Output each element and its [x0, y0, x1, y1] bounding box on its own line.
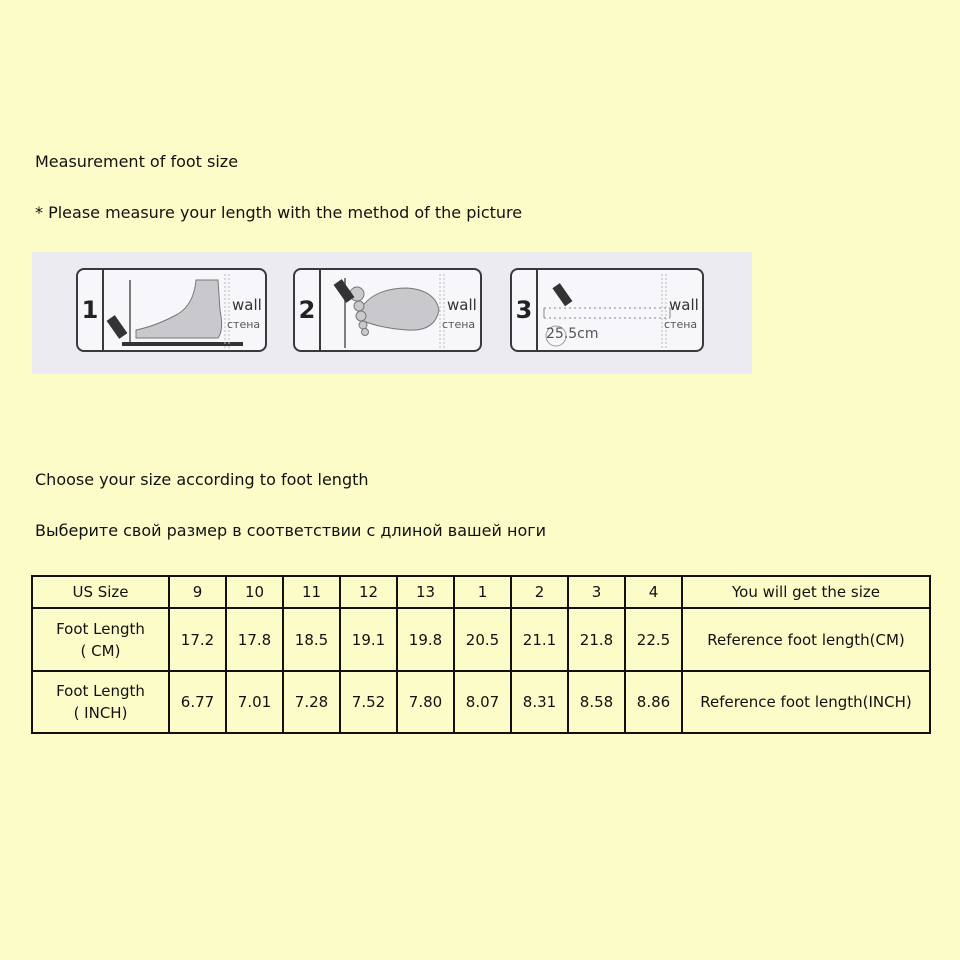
heading-choose-ru: Выберите свой размер в соответствии с длиной вашей ноги	[35, 521, 547, 540]
row-label	[32, 671, 169, 733]
measurement-diagram	[32, 252, 752, 374]
cell: 8.31	[511, 671, 568, 733]
row-foot-length-inch	[32, 671, 930, 733]
cell: 22.5	[625, 608, 682, 670]
cell: 13	[397, 576, 454, 608]
cell: 7.52	[340, 671, 397, 733]
cell: 9	[169, 576, 226, 608]
cell: 2	[511, 576, 568, 608]
row-note: Reference foot length(CM)	[682, 608, 930, 670]
cell: 8.86	[625, 671, 682, 733]
cell: 11	[283, 576, 340, 608]
row-foot-length-cm	[32, 608, 930, 670]
wall-label: wall	[447, 296, 477, 314]
measure-label: 25.5cm	[546, 326, 599, 342]
step-2-panel	[293, 268, 482, 352]
row-label-line1: Foot Length	[56, 619, 145, 638]
wall-label-ru: стена	[664, 318, 698, 331]
row-note: Reference foot length(INCH)	[682, 671, 930, 733]
wall-label: wall	[669, 296, 699, 314]
cell: 1	[454, 576, 511, 608]
row-label	[32, 608, 169, 670]
cell: 12	[340, 576, 397, 608]
cell: 21.8	[568, 608, 625, 670]
cell: 8.58	[568, 671, 625, 733]
cell: 19.1	[340, 608, 397, 670]
row-label-line2: ( INCH)	[73, 703, 128, 722]
instruction-text: * Please measure your length with the method of the picture	[35, 203, 523, 222]
cell: 17.8	[226, 608, 283, 670]
row-label: US Size	[32, 576, 169, 608]
cell: 18.5	[283, 608, 340, 670]
cell: 17.2	[169, 608, 226, 670]
row-note: You will get the size	[682, 576, 930, 608]
wall-label-ru: стена	[227, 318, 261, 331]
step-1-panel	[76, 268, 267, 352]
cell: 3	[568, 576, 625, 608]
row-label-line2: ( CM)	[80, 641, 121, 660]
step-1-number: 1	[78, 270, 104, 350]
cell: 4	[625, 576, 682, 608]
heading-choose-en: Choose your size according to foot length	[35, 470, 369, 489]
row-us-size	[32, 576, 930, 608]
cell: 19.8	[397, 608, 454, 670]
step-2-number: 2	[295, 270, 321, 350]
cell: 7.28	[283, 671, 340, 733]
cell: 20.5	[454, 608, 511, 670]
cell: 21.1	[511, 608, 568, 670]
cell: 7.80	[397, 671, 454, 733]
wall-label-ru: стена	[442, 318, 476, 331]
step-3-panel	[510, 268, 704, 352]
cell: 6.77	[169, 671, 226, 733]
size-chart-table	[31, 575, 931, 734]
heading-measurement: Measurement of foot size	[35, 152, 239, 171]
wall-label: wall	[232, 296, 262, 314]
row-label-line1: Foot Length	[56, 681, 145, 700]
cell: 7.01	[226, 671, 283, 733]
cell: 8.07	[454, 671, 511, 733]
step-3-number: 3	[512, 270, 538, 350]
cell: 10	[226, 576, 283, 608]
